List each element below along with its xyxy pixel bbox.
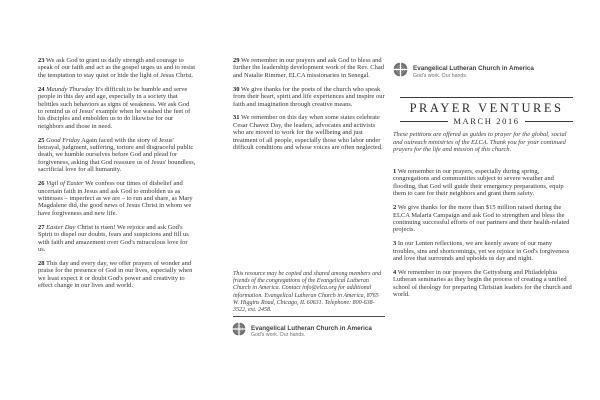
prayer-item: 2 We give thanks for the more than $15 million raised during the ELCA Malaria Campaign and ask God to strengthen and bless the continuing successful efforts of our partners and their health-related projects. xyxy=(393,204,570,234)
prayer-item: 24 Maundy Thursday It's difficult to be humble and serve people in this day and age, especially in a society that belittles such behaviors as signs of weakness. We ask God to remind us of Jesus' example when he washed the feet of his disciples and embolden us to do likewise for our neighbors and those in need. xyxy=(38,85,191,130)
prayer-item: 25 Good Friday Again faced with the story of Jesus' betrayal, judgment, suffering, torture and disgraceful public death, we humble ourselves before God and plead for forgiveness, asking that God reassure us of Jesus' boundless, sacrificial love for all humanity. xyxy=(38,136,196,174)
org-tagline: God's work. Our hands. xyxy=(251,332,306,338)
prayer-item: 4 We remember in our prayers the Gettysburg and Philadelphia Lutheran seminaries as they begin the process of creating a unified school of theology for preparing Christian leaders for the church and world. xyxy=(393,268,572,299)
prayer-item: 28 This day and every day, we offer prayers of wonder and praise for the presence of God in our lives, especially when we least expect it or doubt God's power and creativity to effect change in our lives and world. xyxy=(38,259,193,290)
org-tagline: God's work. Our hands. xyxy=(413,72,468,79)
subtitle-rule-left xyxy=(400,121,448,122)
copy-permission-note: This resource may be copied and shared among members and friends of the congregations of the Evangelical Lutheran Church in America. Contact info@elca.org for additional information. Evangelical Lutheran Church in America, 8765 W. Higgins Road, Chicago, IL 60631. Telephone: 800-638-3522, ext. 2458. xyxy=(233,271,382,314)
elca-lockup-footer xyxy=(232,322,372,341)
cover-intro: These petitions are offered as guides to prayer for the global, social and outreach ministries of the ELCA. Thank you for your continued prayers for the life and mission of this church. xyxy=(393,131,567,154)
subtitle-rule-right xyxy=(525,121,573,122)
title-block xyxy=(400,97,573,126)
elca-lockup-cover xyxy=(393,62,534,82)
title-top-rule xyxy=(400,97,573,98)
prayer-item: 26 Vigil of Easter We confess our times of disbelief and uncertain faith in Jesus and ask God to embolden us as witnesses – imperfect as we are – to run and share, as Mary Magdalene did, the good news of Jesus Christ in whom we have forgiveness and new life. xyxy=(38,180,193,217)
prayer-item: 23 We ask God to grant us daily strength and courage to speak of our faith and act as the gospel urges us and to resist the temptation to stay quiet or hide the light of Jesus Christ. xyxy=(38,57,196,79)
prayer-item: 1 We remember in our prayers, especially during spring, congregations and communities subject to severe weather and flooding, that God will guide their emergency preparations, equip them to care for their neighbors and grant them safety. xyxy=(393,168,564,198)
prayer-item: 29 We remember in our prayers and ask God to bless and further the leadership development work of the Rev. Chad and Natalie Rimmer, ELCA missionaries in Senegal. xyxy=(233,57,385,79)
page-title: PRAYER VENTURES xyxy=(409,101,564,115)
subtitle-row xyxy=(400,116,573,126)
prayer-item: 27 Easter Day Christ is risen! We rejoice and ask God's Spirit to dispel our doubts, fears and suspicions and fill us with faith and amazement over God's miraculous love for us. xyxy=(38,223,189,253)
prayer-item: 3 In our Lenten reflections, we are keenly aware of our many troubles, sins and shortcomings, yet we rejoice in God's forgiveness and love that surrounds and upholds us day and night. xyxy=(393,240,570,263)
page-subtitle: MARCH 2016 xyxy=(453,116,520,126)
prayer-column-1 xyxy=(38,57,196,296)
org-name: Evangelical Lutheran Church in America xyxy=(413,65,534,72)
elca-logo-icon xyxy=(393,62,408,82)
prayer-column-cover xyxy=(393,168,575,305)
footer-divider xyxy=(233,316,385,317)
prayer-column-2 xyxy=(233,57,387,158)
prayer-item: 30 We give thanks for the poets of the church who speak from their heart, spirit and life experiences and inspire our faith and imagination through creative means. xyxy=(233,85,385,108)
elca-logo-icon xyxy=(232,322,246,341)
prayer-item: 31 We remember on this day when some states celebrate Cesar Chavez Day, the leaders, advocates and activists who are moved to work for the wellbeing and just treatment of all people, especially those who labor under difficult conditions and whose voices are often neglected. xyxy=(233,114,383,152)
org-name: Evangelical Lutheran Church in America xyxy=(251,324,372,332)
